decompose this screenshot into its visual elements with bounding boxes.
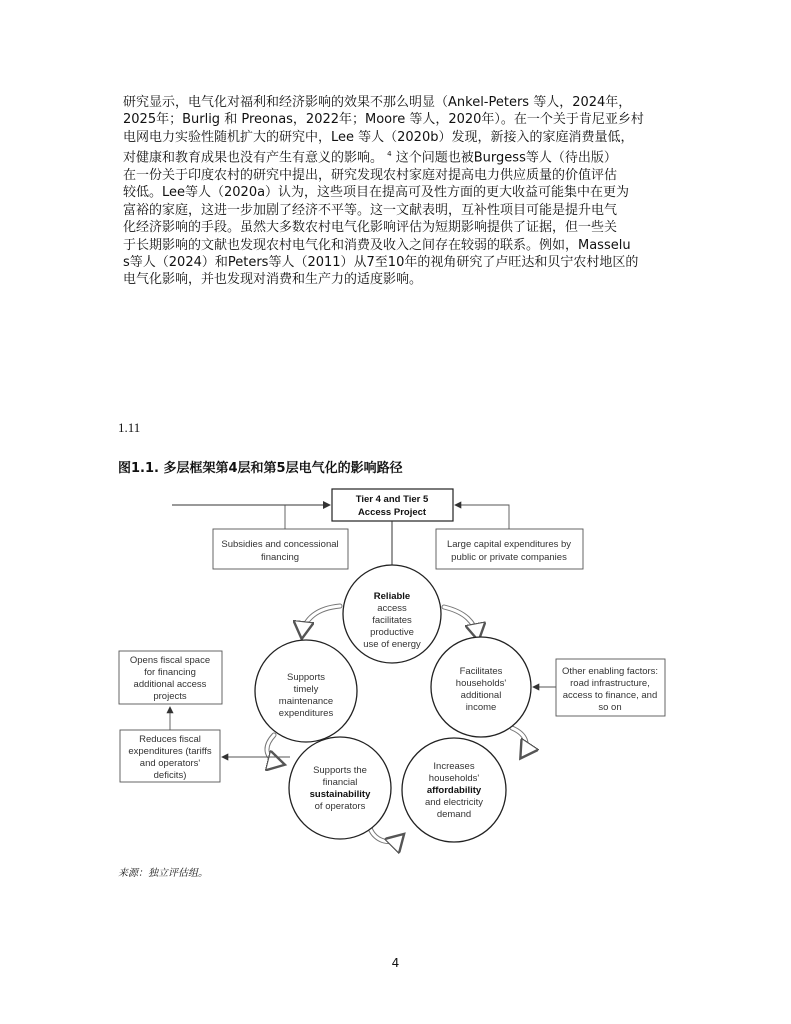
figure-source: 来源：独立评估组。 (118, 868, 208, 879)
maintenance-line3: maintenance (278, 696, 334, 707)
facilitates-line1: Facilitates (459, 666, 503, 677)
enabling-line1: Other enabling factors: (561, 666, 659, 677)
para-line: s等人（2024）和Peters等人（2011）从7至10年的视角研究了卢旺达和贝宁农村地区的 (123, 254, 639, 270)
para-line: 化经济影响的手段。虽然大多数农村电气化影响评估为短期影响提供了证据，但一些关 (123, 220, 618, 236)
increases-line1: Increases (433, 761, 475, 772)
increases-line4: and electricity (424, 797, 484, 808)
increases-line5: demand (436, 809, 472, 820)
para-line-tail: 这个问题也被Burgess等人（待出版） (395, 150, 617, 166)
sustainability-circle (289, 737, 391, 839)
enabling-line3: access to finance, and (562, 690, 658, 701)
reliable-line4: productive (370, 627, 414, 638)
para-line: 电气化影响，并也发现对消费和生产力的适度影响。 (123, 272, 423, 288)
top-box-line2: Access Project (357, 507, 427, 518)
increases-line2: households' (428, 773, 480, 784)
para-line: 在一份关于印度农村的研究中提出，研究发现农村家庭对提高电力供应质量的价值评估 (123, 167, 618, 183)
reliable-line3: facilitates (372, 615, 412, 626)
reduces-line2: expenditures (tariffs (128, 746, 212, 757)
fiscal-space-line3: additional access (133, 679, 207, 690)
capex-line2: public or private companies (451, 552, 567, 563)
para-line: 电网电力实验性随机扩大的研究中，Lee 等人（2020b）发现，新接入的家庭消费量低， (123, 129, 634, 145)
capex-line1: Large capital expenditures by (446, 539, 572, 550)
sustainability-line2: financial (322, 777, 358, 788)
reduces-line4: deficits) (153, 770, 187, 781)
sustainability-line3: sustainability (309, 789, 371, 800)
footnote-ref[interactable]: 4 (387, 150, 392, 159)
facilitates-line2: households' (455, 678, 507, 689)
para-line-text: 对健康和教育成果也没有产生有意义的影响。 (123, 150, 384, 166)
fiscal-space-line1: Opens fiscal space (129, 655, 211, 666)
para-line: 于长期影响的文献也发现农村电气化和消费及收入之间存在较弱的联系。例如，Masselu (123, 237, 631, 253)
subsidies-line2: financing (260, 552, 300, 563)
reliable-line2: access (377, 603, 407, 614)
sustainability-line4: of operators (314, 801, 366, 812)
reduces-line1: Reduces fiscal (139, 734, 201, 745)
para-line: 富裕的家庭，这进一步加剧了经济不平等。这一文献表明，互补性项目可能是提升电气 (123, 202, 618, 218)
top-box-line1: Tier 4 and Tier 5 (355, 494, 429, 505)
maintenance-line1: Supports (286, 672, 326, 683)
page-number: 4 (391, 956, 400, 970)
paragraph-number: 1.11 (118, 420, 141, 435)
enabling-line2: road infrastructure, (570, 678, 650, 689)
increases-line3: affordability (426, 785, 482, 796)
fiscal-space-line4: projects (153, 691, 187, 702)
figure-title: 图1.1. 多层框架第4层和第5层电气化的影响路径 (118, 461, 403, 476)
maintenance-line2: timely (293, 684, 319, 695)
facilitates-line3: additional (460, 690, 502, 701)
reliable-line1: Reliable (373, 591, 411, 602)
facilitates-line4: income (465, 702, 497, 713)
reduces-line3: and operators' (139, 758, 201, 769)
maintenance-line4: expenditures (278, 708, 334, 719)
fiscal-space-line2: for financing (144, 667, 196, 678)
sustainability-line1: Supports the (313, 765, 367, 776)
reliable-line5: use of energy (363, 639, 421, 650)
para-line: 2025年；Burlig 和 Preonas，2022年；Moore 等人，2020年）。在一个关于肯尼亚乡村 (123, 112, 644, 128)
enabling-line4: so on (598, 702, 622, 713)
para-line: 研究显示，电气化对福利和经济影响的效果不那么明显（Ankel-Peters 等人，2024年， (123, 95, 632, 110)
capex-connector (455, 505, 509, 529)
para-line: 较低。Lee等人（2020a）认为，这些项目在提高可及性方面的更大收益可能集中在更为 (123, 185, 630, 201)
subsidies-line1: Subsidies and concessional (221, 539, 339, 550)
